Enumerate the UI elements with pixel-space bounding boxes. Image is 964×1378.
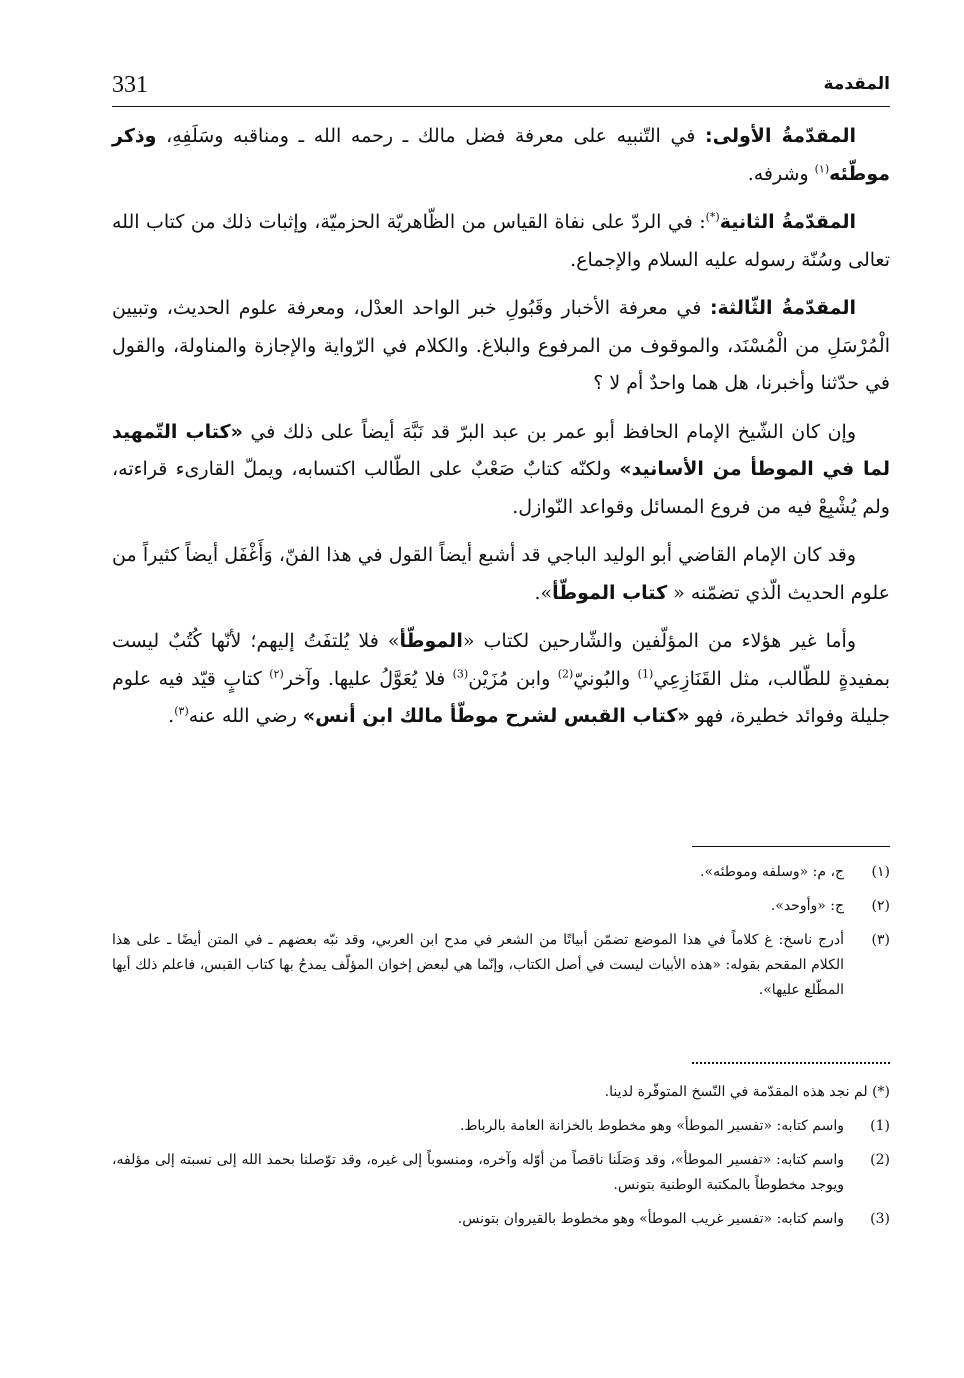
book-title-tamhid: «كتاب التّمهيد لما في الموطأ من الأسانيد»: [112, 420, 890, 480]
page-number: 331: [112, 72, 148, 98]
text: وأما غير هؤلاء من المؤلّفين والشّارحين لكتاب «: [462, 630, 856, 652]
footnote-divider: [692, 846, 890, 847]
bold-text: وذكر موطّئه: [112, 125, 890, 185]
editor-note: [112, 1114, 890, 1139]
footnote-ref: (2): [557, 667, 574, 681]
text: ولكنّه كتابٌ صَعْبٌ على الطّالب اكتسابه، ويملّ القارىء قراءته، ولم يُشْبِعْ فيه من فروع المسائل وقواعد النّوازل.: [112, 458, 890, 518]
footnote-ref: (٢): [269, 667, 284, 681]
footnote-ref: (٣): [174, 704, 189, 718]
text: وابن مُزَيْن: [468, 667, 558, 690]
paragraph-5: [112, 537, 890, 612]
editor-note-number: (1): [870, 1118, 890, 1134]
bold-text: الموطّأ: [399, 630, 463, 652]
editor-notes: [112, 1080, 890, 1241]
text: في معرفة الأخبار وقَبُولِ خبر الواحد العدْل، ومعرفة علوم الحديث، وتبيين الْمُرْسَلِ من الْمُسْنَد، والموقوف من المرفوع والبلاغ. والكلام في الرّواية والإجازة والمناولة، والقول في حدّثنا وأخبرنا، هل هما واحدٌ أم لا ؟: [112, 297, 890, 394]
footnote-ref: (*): [705, 210, 720, 224]
footnotes: [112, 860, 890, 1012]
footnote-ref: (1): [637, 667, 654, 681]
footnote: [112, 928, 890, 1003]
editor-note: [112, 1148, 890, 1198]
footnote-ref: (١): [814, 162, 830, 176]
running-title: المقدمة: [823, 74, 890, 94]
book-title-qabas: «كتاب القبس لشرح موطّأ مالك ابن أنس»: [302, 705, 690, 727]
editor-note-text: واسم كتابه: «تفسير الموطأ» وهو مخطوط بالخزانة العامة بالرباط.: [460, 1118, 844, 1134]
text: وإن كان الشّيخ الإمام الحافظ أبو عمر بن عبد البرّ قد نَبَّهَ أيضاً على ذلك في: [242, 420, 857, 443]
footnote-number: (٢): [871, 898, 890, 914]
footnote-ref: (3): [452, 667, 469, 681]
footnote: [112, 894, 890, 919]
footnote-number: (١): [871, 864, 890, 880]
dotted-divider: [692, 1062, 890, 1064]
footnote-number: (٣): [871, 932, 890, 948]
text: رضي الله عنه: [188, 705, 303, 727]
page-header: [112, 70, 890, 107]
editor-note-text: واسم كتابه: «تفسير غريب الموطأ» وهو مخطوط بالقيروان بتونس.: [457, 1211, 844, 1227]
text: كتابٍ قيّد فيه علوم جليلة وفوائد خطيرة، فهو: [112, 667, 890, 727]
paragraph-2: [112, 204, 890, 279]
heading-third-introduction: المقدّمةُ الثّالثة:: [709, 297, 856, 319]
text: » فلا يُلتفَتُ إليهم؛ لأنّها كُتُبٌ ليست بمفيدةٍ للطّالب، مثل القَنَازِعِي: [112, 630, 890, 690]
text: في التّنبيه على معرفة فضل مالك ـ رحمه الله ـ ومناقبه وسَلَفِهِ،: [156, 125, 706, 147]
text: .: [168, 705, 175, 727]
editor-note-number: (2): [870, 1152, 890, 1168]
editor-note-number: (3): [870, 1211, 890, 1227]
main-text: [112, 118, 890, 747]
paragraph-3: [112, 290, 890, 403]
footnote-text: ج، م: «وسلفه وموطئه».: [700, 864, 844, 880]
editor-note-text: واسم كتابه: «تفسير الموطأ»، وقد وَصَلَنا ناقصاً من أوّله وآخره، ومنسوباً إلى غيره، وقد توّصلنا بحمد الله إلى نسبته إلى مؤلفه، ويوجد مخطوطاً بالمكتبة الوطنية بتونس.: [112, 1152, 844, 1193]
text: ».: [534, 581, 553, 604]
footnote-text: ج: «وأوحد».: [770, 898, 844, 914]
heading-second-introduction: المقدّمةُ الثانية: [719, 211, 856, 233]
book-title-muwatta: كتاب الموطّأ: [552, 581, 668, 604]
text: فلا يُعَوَّلُ عليها. وآخر: [283, 667, 453, 690]
paragraph-1: [112, 118, 890, 193]
editor-note: [112, 1207, 890, 1232]
paragraph-4: [112, 414, 890, 527]
paragraph-6: [112, 623, 890, 736]
text: : في الردّ على نفاة القياس من الظّاهريّة الحزميّة، وإثبات ذلك من كتاب الله تعالى وسُنّة رسوله عليه السلام والإجماع.: [112, 211, 890, 271]
editor-note-star: (*) لم نجد هذه المقدّمة في النّسخ المتوفّرة لدينا.: [604, 1084, 890, 1100]
footnote-text: أدرج ناسخ: غ كلاماً في هذا الموضع تضمّن أبياتًا من الشعر في مدح ابن العربي، وقد نبّه بعضهم ـ في المتن أيضًا ـ على هذا الكلام المقحم بقوله: «هذه الأبيات ليست في أصل الكتاب، وإنّما هي لبعض إخوان المؤلّف يمدحُ بها كتاب القبس، فاعلم ذلك أيها المطّلع عليها».: [112, 932, 844, 998]
text: وقد كان الإمام القاضي أبو الوليد الباجي قد أشبع أيضاً القول في هذا الفنّ، وَأَغْفَل أيضاً كثيراً من علوم الحديث الّذي تضمّنه «: [112, 544, 890, 604]
heading-first-introduction: المقدّمةُ الأولى:: [705, 125, 856, 147]
text: وشرفه.: [747, 162, 815, 185]
footnote: [112, 860, 890, 885]
text: والبُونيّ: [573, 667, 638, 690]
